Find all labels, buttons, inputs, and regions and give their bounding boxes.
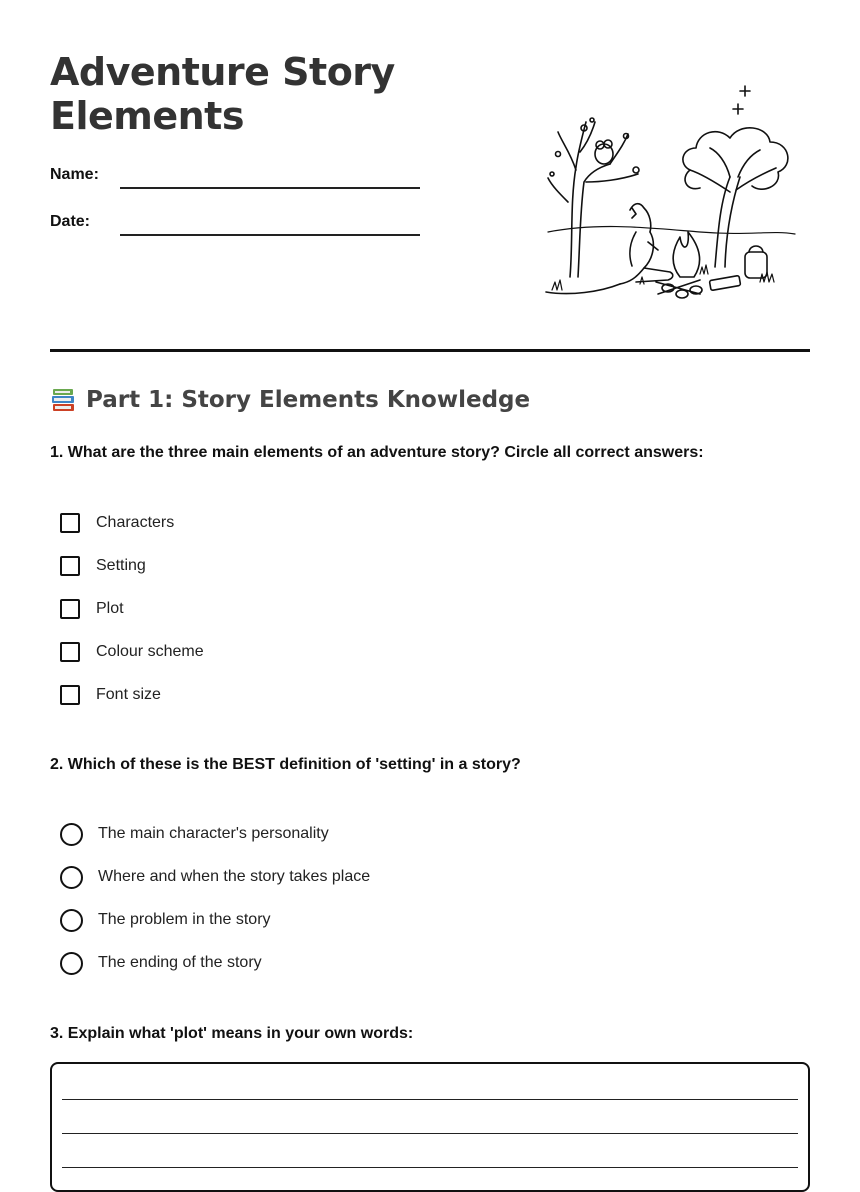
date-line[interactable] xyxy=(120,234,420,236)
option-label: The problem in the story xyxy=(98,911,271,928)
radio-button[interactable] xyxy=(60,823,83,846)
answer-line[interactable] xyxy=(62,1099,798,1100)
checkbox[interactable] xyxy=(60,685,80,705)
option-label: The ending of the story xyxy=(98,954,262,971)
radio-button[interactable] xyxy=(60,866,83,889)
q2-option-personality[interactable] xyxy=(60,821,329,847)
option-label: Font size xyxy=(96,686,161,703)
books-icon xyxy=(50,386,78,414)
question-2: 2. Which of these is the BEST definition of 'setting' in a story? xyxy=(50,756,521,773)
name-label: Name: xyxy=(50,166,99,183)
date-field[interactable] xyxy=(50,207,420,237)
q1-option-plot[interactable] xyxy=(60,596,124,622)
header-divider xyxy=(50,349,810,352)
name-line[interactable] xyxy=(120,187,420,189)
q1-option-font-size[interactable] xyxy=(60,682,161,708)
sparkle-icons xyxy=(733,86,750,114)
checkbox[interactable] xyxy=(60,642,80,662)
radio-button[interactable] xyxy=(60,952,83,975)
question-3: 3. Explain what 'plot' means in your own words: xyxy=(50,1025,414,1042)
bush-campfire-illustration xyxy=(540,82,800,314)
option-label: Plot xyxy=(96,600,124,617)
q2-option-ending[interactable] xyxy=(60,950,262,976)
answer-line[interactable] xyxy=(62,1133,798,1134)
left-tree xyxy=(548,118,639,277)
option-label: Where and when the story takes place xyxy=(98,868,371,885)
section-title-text: Part 1: Story Elements Knowledge xyxy=(86,387,531,413)
section-title xyxy=(50,386,530,414)
q1-option-characters[interactable] xyxy=(60,510,174,536)
q1-option-colour-scheme[interactable] xyxy=(60,639,204,665)
checkbox[interactable] xyxy=(60,556,80,576)
option-label: Colour scheme xyxy=(96,643,204,660)
checkbox[interactable] xyxy=(60,513,80,533)
right-tree xyxy=(683,128,788,267)
answer-line[interactable] xyxy=(62,1167,798,1168)
answer-box[interactable] xyxy=(50,1062,810,1192)
option-label: Characters xyxy=(96,514,175,531)
option-label: The main character's personality xyxy=(98,825,329,842)
radio-button[interactable] xyxy=(60,909,83,932)
checkbox[interactable] xyxy=(60,599,80,619)
q2-option-where-when[interactable] xyxy=(60,864,370,890)
option-label: Setting xyxy=(96,557,146,574)
name-field[interactable] xyxy=(50,160,420,190)
q1-option-setting[interactable] xyxy=(60,553,146,579)
page-title: Adventure Story Elements xyxy=(50,50,395,138)
question-1: 1. What are the three main elements of an adventure story? Circle all correct answers: xyxy=(50,444,704,461)
backpack xyxy=(709,246,767,291)
date-label: Date: xyxy=(50,213,91,230)
kangaroo xyxy=(546,204,673,294)
campfire-icon xyxy=(656,232,702,298)
q2-option-problem[interactable] xyxy=(60,907,271,933)
